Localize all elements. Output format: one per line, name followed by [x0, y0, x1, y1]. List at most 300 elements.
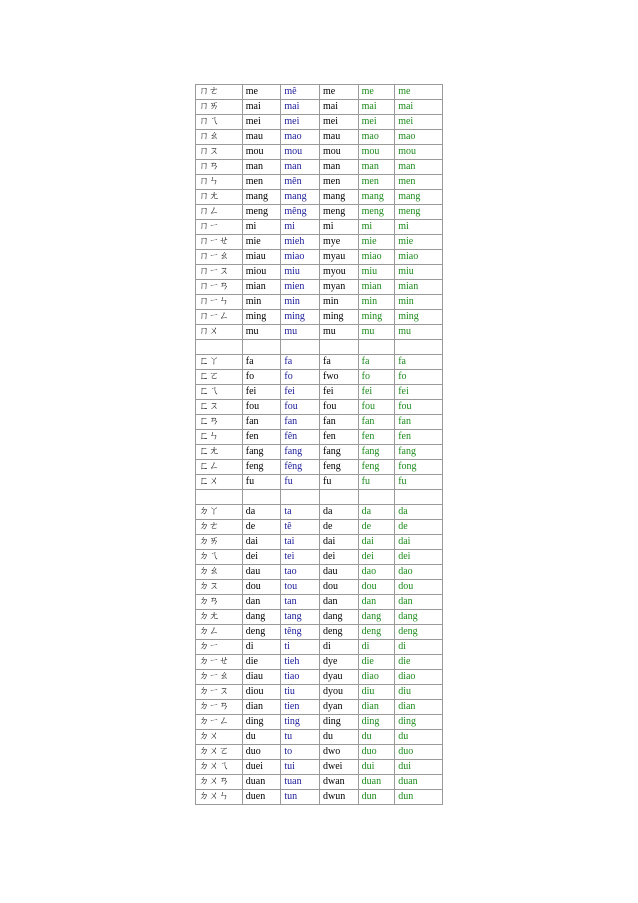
syllable-cell-a: fen [242, 430, 281, 445]
syllable-cell-b: ti [281, 640, 320, 655]
syllable-cell-d: fang [358, 445, 395, 460]
romanization-sheet [195, 84, 443, 805]
syllable-cell-d: fan [358, 415, 395, 430]
syllable-cell-e: fu [395, 475, 443, 490]
bopomofo-cell: ㄇㄧㄢ [196, 280, 243, 295]
syllable-cell-a: ding [242, 715, 281, 730]
syllable-cell-b: mu [281, 325, 320, 340]
table-row [196, 760, 443, 775]
table-row [196, 730, 443, 745]
syllable-cell-c: mai [320, 100, 359, 115]
syllable-cell-b: fei [281, 385, 320, 400]
table-row [196, 175, 443, 190]
syllable-cell-e: duo [395, 745, 443, 760]
table-row [196, 385, 443, 400]
syllable-cell-d: fei [358, 385, 395, 400]
syllable-cell-b: min [281, 295, 320, 310]
syllable-cell-c: me [320, 85, 359, 100]
syllable-cell-c: meng [320, 205, 359, 220]
syllable-cell-b: ting [281, 715, 320, 730]
syllable-cell-e: fa [395, 355, 443, 370]
syllable-cell-c: man [320, 160, 359, 175]
syllable-cell-e: ding [395, 715, 443, 730]
bopomofo-cell: ㄉㄡ [196, 580, 243, 595]
syllable-cell-a: du [242, 730, 281, 745]
empty-cell [320, 340, 359, 355]
syllable-cell-a: dau [242, 565, 281, 580]
bopomofo-cell: ㄉㄞ [196, 535, 243, 550]
syllable-cell-d: ming [358, 310, 395, 325]
table-row [196, 160, 443, 175]
syllable-cell-a: da [242, 505, 281, 520]
table-row [196, 220, 443, 235]
table-row [196, 235, 443, 250]
table-row [196, 715, 443, 730]
syllable-cell-e: me [395, 85, 443, 100]
syllable-cell-b: têng [281, 625, 320, 640]
syllable-cell-d: fou [358, 400, 395, 415]
table-row [196, 550, 443, 565]
table-row [196, 100, 443, 115]
syllable-cell-a: fu [242, 475, 281, 490]
bopomofo-cell: ㄇㄣ [196, 175, 243, 190]
syllable-cell-e: dai [395, 535, 443, 550]
table-row [196, 250, 443, 265]
syllable-cell-b: fa [281, 355, 320, 370]
bopomofo-cell: ㄇㄢ [196, 160, 243, 175]
bopomofo-cell: ㄉㄠ [196, 565, 243, 580]
syllable-cell-e: de [395, 520, 443, 535]
syllable-cell-d: dang [358, 610, 395, 625]
syllable-cell-e: fan [395, 415, 443, 430]
romanization-table [195, 84, 443, 805]
syllable-cell-a: mou [242, 145, 281, 160]
syllable-cell-e: mu [395, 325, 443, 340]
syllable-cell-b: fan [281, 415, 320, 430]
syllable-cell-e: mai [395, 100, 443, 115]
bopomofo-cell: ㄈㄥ [196, 460, 243, 475]
bopomofo-cell: ㄈㄚ [196, 355, 243, 370]
syllable-cell-a: mi [242, 220, 281, 235]
syllable-cell-a: fan [242, 415, 281, 430]
syllable-cell-c: dwun [320, 790, 359, 805]
syllable-cell-b: ming [281, 310, 320, 325]
syllable-cell-e: diu [395, 685, 443, 700]
table-row [196, 130, 443, 145]
syllable-cell-e: duan [395, 775, 443, 790]
table-row [196, 520, 443, 535]
syllable-cell-e: men [395, 175, 443, 190]
syllable-cell-b: miao [281, 250, 320, 265]
syllable-cell-c: fwo [320, 370, 359, 385]
syllable-cell-a: diau [242, 670, 281, 685]
syllable-cell-c: dan [320, 595, 359, 610]
bopomofo-cell: ㄇㄠ [196, 130, 243, 145]
syllable-cell-a: miou [242, 265, 281, 280]
table-row [196, 190, 443, 205]
table-row [196, 145, 443, 160]
syllable-cell-d: mi [358, 220, 395, 235]
syllable-cell-e: min [395, 295, 443, 310]
syllable-cell-b: tan [281, 595, 320, 610]
table-row [196, 580, 443, 595]
syllable-cell-d: die [358, 655, 395, 670]
bopomofo-cell: ㄉㄨㄢ [196, 775, 243, 790]
syllable-cell-d: da [358, 505, 395, 520]
bopomofo-cell: ㄇㄟ [196, 115, 243, 130]
syllable-cell-e: man [395, 160, 443, 175]
syllable-cell-c: dang [320, 610, 359, 625]
syllable-cell-d: dai [358, 535, 395, 550]
bopomofo-cell: ㄉㄧㄝ [196, 655, 243, 670]
syllable-cell-e: mian [395, 280, 443, 295]
syllable-cell-a: mau [242, 130, 281, 145]
syllable-cell-b: fou [281, 400, 320, 415]
syllable-cell-e: miu [395, 265, 443, 280]
syllable-cell-e: miao [395, 250, 443, 265]
empty-cell [395, 490, 443, 505]
syllable-cell-d: dao [358, 565, 395, 580]
syllable-cell-c: du [320, 730, 359, 745]
syllable-cell-c: fou [320, 400, 359, 415]
syllable-cell-a: fo [242, 370, 281, 385]
table-row [196, 610, 443, 625]
table-row [196, 565, 443, 580]
bopomofo-cell: ㄇㄧㄣ [196, 295, 243, 310]
syllable-cell-d: man [358, 160, 395, 175]
syllable-cell-c: da [320, 505, 359, 520]
syllable-cell-b: ta [281, 505, 320, 520]
bopomofo-cell: ㄈㄛ [196, 370, 243, 385]
empty-cell [196, 490, 243, 505]
bopomofo-cell: ㄇㄥ [196, 205, 243, 220]
bopomofo-cell: ㄉㄨ [196, 730, 243, 745]
syllable-cell-c: dwo [320, 745, 359, 760]
syllable-cell-c: dyau [320, 670, 359, 685]
table-row [196, 370, 443, 385]
syllable-cell-d: mai [358, 100, 395, 115]
bopomofo-cell: ㄈㄟ [196, 385, 243, 400]
table-row [196, 700, 443, 715]
empty-cell [196, 340, 243, 355]
syllable-cell-c: dwan [320, 775, 359, 790]
syllable-cell-c: fa [320, 355, 359, 370]
syllable-cell-b: tou [281, 580, 320, 595]
bopomofo-cell: ㄇㄧㄥ [196, 310, 243, 325]
syllable-cell-a: dang [242, 610, 281, 625]
bopomofo-cell: ㄉㄨㄛ [196, 745, 243, 760]
bopomofo-cell: ㄉㄢ [196, 595, 243, 610]
syllable-cell-d: miao [358, 250, 395, 265]
syllable-cell-d: fen [358, 430, 395, 445]
table-row [196, 460, 443, 475]
syllable-cell-b: fên [281, 430, 320, 445]
syllable-cell-b: mao [281, 130, 320, 145]
syllable-cell-e: fen [395, 430, 443, 445]
table-row [196, 790, 443, 805]
bopomofo-cell: ㄇㄧㄠ [196, 250, 243, 265]
table-row [196, 535, 443, 550]
syllable-cell-a: men [242, 175, 281, 190]
syllable-cell-e: mang [395, 190, 443, 205]
syllable-cell-e: fong [395, 460, 443, 475]
syllable-cell-b: fang [281, 445, 320, 460]
bopomofo-cell: ㄉㄧㄥ [196, 715, 243, 730]
syllable-cell-c: mye [320, 235, 359, 250]
syllable-cell-d: dei [358, 550, 395, 565]
syllable-cell-c: myou [320, 265, 359, 280]
syllable-cell-a: fou [242, 400, 281, 415]
empty-cell [281, 490, 320, 505]
table-row [196, 400, 443, 415]
table-row [196, 115, 443, 130]
syllable-cell-d: dan [358, 595, 395, 610]
syllable-cell-e: mie [395, 235, 443, 250]
bopomofo-cell: ㄉㄧ [196, 640, 243, 655]
table-row [196, 505, 443, 520]
syllable-cell-e: dan [395, 595, 443, 610]
syllable-cell-b: tang [281, 610, 320, 625]
bopomofo-cell: ㄉㄜ [196, 520, 243, 535]
bopomofo-cell: ㄉㄨㄣ [196, 790, 243, 805]
table-row [196, 265, 443, 280]
syllable-cell-d: duan [358, 775, 395, 790]
syllable-cell-b: miu [281, 265, 320, 280]
bopomofo-cell: ㄇㄡ [196, 145, 243, 160]
syllable-cell-a: duei [242, 760, 281, 775]
syllable-cell-c: dwei [320, 760, 359, 775]
syllable-cell-d: dou [358, 580, 395, 595]
syllable-cell-c: ding [320, 715, 359, 730]
syllable-cell-a: fa [242, 355, 281, 370]
syllable-cell-a: duan [242, 775, 281, 790]
syllable-cell-a: me [242, 85, 281, 100]
syllable-cell-b: mêng [281, 205, 320, 220]
syllable-cell-d: fa [358, 355, 395, 370]
syllable-cell-c: mou [320, 145, 359, 160]
table-row [196, 295, 443, 310]
syllable-cell-e: mi [395, 220, 443, 235]
syllable-cell-b: mê [281, 85, 320, 100]
table-row [196, 280, 443, 295]
syllable-cell-a: min [242, 295, 281, 310]
table-row [196, 685, 443, 700]
empty-cell [242, 490, 281, 505]
syllable-cell-c: mei [320, 115, 359, 130]
syllable-cell-c: dai [320, 535, 359, 550]
syllable-cell-c: mu [320, 325, 359, 340]
syllable-cell-b: tun [281, 790, 320, 805]
syllable-cell-e: die [395, 655, 443, 670]
bopomofo-cell: ㄈㄣ [196, 430, 243, 445]
syllable-cell-a: mian [242, 280, 281, 295]
syllable-cell-a: feng [242, 460, 281, 475]
empty-cell [358, 340, 395, 355]
syllable-cell-b: fo [281, 370, 320, 385]
syllable-cell-b: man [281, 160, 320, 175]
syllable-cell-a: fei [242, 385, 281, 400]
bopomofo-cell: ㄉㄧㄢ [196, 700, 243, 715]
syllable-cell-d: miu [358, 265, 395, 280]
syllable-cell-c: di [320, 640, 359, 655]
bopomofo-cell: ㄉㄨㄟ [196, 760, 243, 775]
syllable-cell-d: de [358, 520, 395, 535]
syllable-cell-b: tieh [281, 655, 320, 670]
syllable-cell-a: diou [242, 685, 281, 700]
bopomofo-cell: ㄈㄡ [196, 400, 243, 415]
syllable-cell-d: mang [358, 190, 395, 205]
syllable-cell-a: fang [242, 445, 281, 460]
bopomofo-cell: ㄉㄥ [196, 625, 243, 640]
syllable-cell-d: deng [358, 625, 395, 640]
empty-cell [320, 490, 359, 505]
syllable-cell-d: mao [358, 130, 395, 145]
syllable-cell-e: fei [395, 385, 443, 400]
syllable-cell-a: mu [242, 325, 281, 340]
table-row [196, 775, 443, 790]
syllable-cell-d: di [358, 640, 395, 655]
syllable-cell-c: de [320, 520, 359, 535]
syllable-cell-e: mei [395, 115, 443, 130]
table-row [196, 745, 443, 760]
syllable-cell-b: mang [281, 190, 320, 205]
syllable-cell-d: meng [358, 205, 395, 220]
syllable-cell-a: dei [242, 550, 281, 565]
syllable-cell-a: ming [242, 310, 281, 325]
table-row [196, 430, 443, 445]
syllable-cell-a: duen [242, 790, 281, 805]
syllable-cell-b: fêng [281, 460, 320, 475]
syllable-cell-b: to [281, 745, 320, 760]
syllable-cell-c: fan [320, 415, 359, 430]
syllable-cell-d: min [358, 295, 395, 310]
syllable-cell-b: mai [281, 100, 320, 115]
syllable-cell-c: myan [320, 280, 359, 295]
syllable-cell-b: tu [281, 730, 320, 745]
bopomofo-cell: ㄇㄧㄡ [196, 265, 243, 280]
syllable-cell-e: dian [395, 700, 443, 715]
syllable-cell-d: du [358, 730, 395, 745]
syllable-cell-d: dian [358, 700, 395, 715]
syllable-cell-c: mi [320, 220, 359, 235]
syllable-cell-e: dei [395, 550, 443, 565]
syllable-cell-d: diu [358, 685, 395, 700]
syllable-cell-d: fu [358, 475, 395, 490]
syllable-cell-b: tuan [281, 775, 320, 790]
syllable-cell-b: tei [281, 550, 320, 565]
syllable-cell-e: fou [395, 400, 443, 415]
syllable-cell-c: ming [320, 310, 359, 325]
group-separator-row [196, 340, 443, 355]
table-row [196, 205, 443, 220]
bopomofo-cell: ㄇㄨ [196, 325, 243, 340]
syllable-cell-d: mu [358, 325, 395, 340]
syllable-cell-c: dou [320, 580, 359, 595]
syllable-cell-e: ming [395, 310, 443, 325]
syllable-cell-b: mieh [281, 235, 320, 250]
bopomofo-cell: ㄇㄞ [196, 100, 243, 115]
syllable-cell-e: da [395, 505, 443, 520]
syllable-cell-e: fang [395, 445, 443, 460]
table-row [196, 415, 443, 430]
syllable-cell-c: myau [320, 250, 359, 265]
table-row [196, 625, 443, 640]
syllable-cell-c: fei [320, 385, 359, 400]
syllable-cell-c: dyou [320, 685, 359, 700]
syllable-cell-e: dun [395, 790, 443, 805]
syllable-cell-e: deng [395, 625, 443, 640]
table-row [196, 325, 443, 340]
syllable-cell-b: tê [281, 520, 320, 535]
syllable-cell-a: de [242, 520, 281, 535]
syllable-cell-e: fo [395, 370, 443, 385]
syllable-cell-e: mou [395, 145, 443, 160]
group-separator-row [196, 490, 443, 505]
bopomofo-cell: ㄈㄤ [196, 445, 243, 460]
bopomofo-cell: ㄈㄨ [196, 475, 243, 490]
syllable-cell-c: dye [320, 655, 359, 670]
bopomofo-cell: ㄇㄤ [196, 190, 243, 205]
syllable-cell-d: dun [358, 790, 395, 805]
syllable-cell-c: fu [320, 475, 359, 490]
syllable-cell-b: mei [281, 115, 320, 130]
syllable-cell-e: di [395, 640, 443, 655]
syllable-cell-b: tao [281, 565, 320, 580]
syllable-cell-c: dei [320, 550, 359, 565]
syllable-cell-c: mau [320, 130, 359, 145]
table-row [196, 310, 443, 325]
syllable-cell-a: meng [242, 205, 281, 220]
syllable-cell-a: dan [242, 595, 281, 610]
syllable-cell-e: du [395, 730, 443, 745]
syllable-cell-d: mie [358, 235, 395, 250]
syllable-cell-a: deng [242, 625, 281, 640]
syllable-cell-a: man [242, 160, 281, 175]
syllable-cell-d: duo [358, 745, 395, 760]
empty-cell [281, 340, 320, 355]
syllable-cell-d: men [358, 175, 395, 190]
syllable-cell-c: dyan [320, 700, 359, 715]
syllable-cell-c: deng [320, 625, 359, 640]
syllable-cell-d: mei [358, 115, 395, 130]
table-row [196, 445, 443, 460]
syllable-cell-b: mên [281, 175, 320, 190]
table-row [196, 85, 443, 100]
syllable-cell-a: mei [242, 115, 281, 130]
syllable-cell-c: fang [320, 445, 359, 460]
bopomofo-cell: ㄉㄤ [196, 610, 243, 625]
syllable-cell-b: tai [281, 535, 320, 550]
bopomofo-cell: ㄇㄧㄝ [196, 235, 243, 250]
syllable-cell-d: me [358, 85, 395, 100]
syllable-cell-b: mou [281, 145, 320, 160]
bopomofo-cell: ㄉㄧㄠ [196, 670, 243, 685]
syllable-cell-a: mai [242, 100, 281, 115]
syllable-cell-a: mang [242, 190, 281, 205]
table-row [196, 475, 443, 490]
syllable-cell-c: mang [320, 190, 359, 205]
syllable-cell-d: mou [358, 145, 395, 160]
syllable-cell-b: tiu [281, 685, 320, 700]
syllable-cell-e: mao [395, 130, 443, 145]
syllable-cell-b: tiao [281, 670, 320, 685]
syllable-cell-e: dui [395, 760, 443, 775]
syllable-cell-d: mian [358, 280, 395, 295]
syllable-cell-c: fen [320, 430, 359, 445]
empty-cell [242, 340, 281, 355]
table-row [196, 595, 443, 610]
syllable-cell-e: dang [395, 610, 443, 625]
